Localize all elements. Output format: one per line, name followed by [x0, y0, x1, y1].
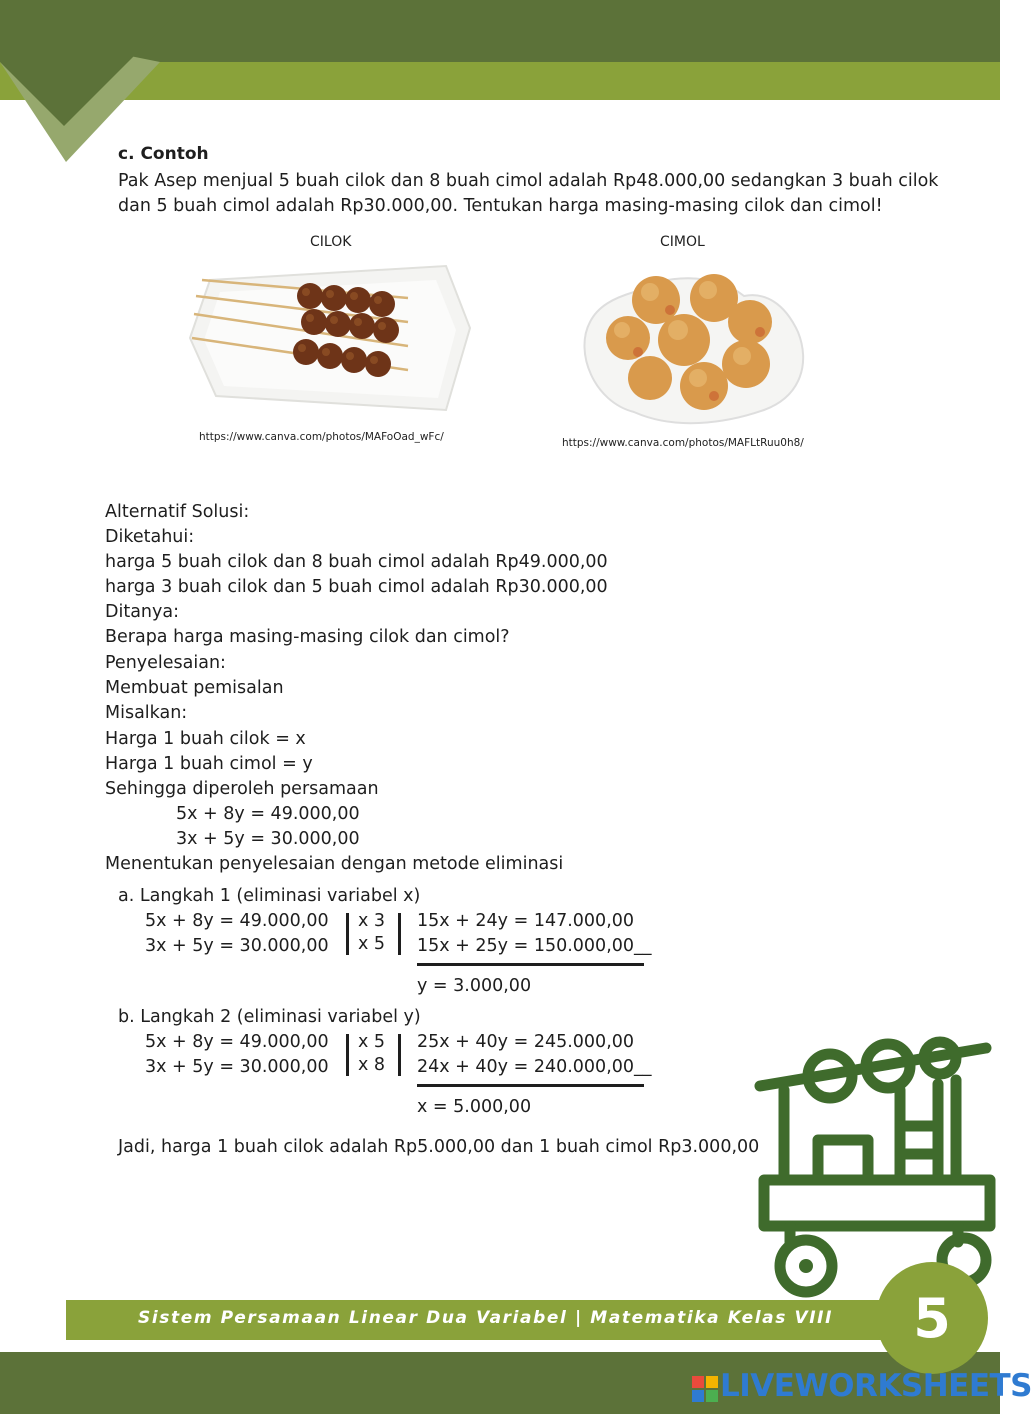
solve-label: Penyelesaian:: [105, 653, 226, 673]
cimol-source-url: https://www.canva.com/photos/MAFLtRuu0h8/: [562, 437, 804, 449]
step1-mult2: x 5: [358, 934, 386, 954]
liveworksheets-watermark: LIVEWORKSHEETS: [720, 1368, 1032, 1404]
step1-eq1: 5x + 8y = 49.000,00: [145, 911, 329, 931]
cilok-caption: CILOK: [310, 234, 352, 250]
step2-mult2: x 8: [358, 1055, 386, 1075]
asked-label: Ditanya:: [105, 602, 179, 622]
section-heading: c. Contoh: [118, 144, 209, 164]
step1-eq2: 3x + 5y = 30.000,00: [145, 936, 329, 956]
cilok-source-url: https://www.canva.com/photos/MAFoOad_wFc/: [199, 431, 444, 443]
step2-subtract-op: __: [634, 1057, 652, 1077]
asked-question: Berapa harga masing-masing cilok dan cimol?: [105, 627, 510, 647]
step2-res1: 25x + 40y = 245.000,00: [417, 1032, 635, 1052]
footer-title: Sistem Persamaan Linear Dua Variabel | Matematika Kelas VIII: [138, 1308, 834, 1328]
step1-res1: 15x + 24y = 147.000,00: [417, 911, 635, 931]
system-eq-2: 3x + 5y = 30.000,00: [176, 829, 360, 849]
step2-title: b. Langkah 2 (eliminasi variabel y): [118, 1007, 421, 1027]
step1-mult1: x 3: [358, 911, 386, 931]
let-y: Harga 1 buah cimol = y: [105, 754, 313, 774]
cimol-image: [574, 262, 809, 430]
conclusion: Jadi, harga 1 buah cilok adalah Rp5.000,00 dan 1 buah cimol Rp3.000,00: [118, 1137, 760, 1157]
food-cart-icon: [750, 1030, 998, 1310]
system-label: Sehingga diperoleh persamaan: [105, 779, 379, 799]
known-label: Diketahui:: [105, 527, 195, 547]
step2-result-rule: [417, 1084, 644, 1087]
step2-result: x = 5.000,00: [417, 1097, 532, 1117]
cimol-caption: CIMOL: [660, 234, 705, 250]
step1-res2: 15x + 25y = 150.000,00: [417, 936, 635, 956]
step1-result-rule: [417, 963, 644, 966]
step-variables: Membuat pemisalan: [105, 678, 284, 698]
solution-title: Alternatif Solusi:: [105, 502, 250, 522]
step2-mult1: x 5: [358, 1032, 386, 1052]
step1-title: a. Langkah 1 (eliminasi variabel x): [118, 886, 421, 906]
step2-eq2: 3x + 5y = 30.000,00: [145, 1057, 329, 1077]
step2-bar-right: [398, 1034, 401, 1076]
let-x: Harga 1 buah cilok = x: [105, 729, 306, 749]
step2-bar-left: [346, 1034, 349, 1076]
liveworksheets-logo-icon: [692, 1376, 718, 1402]
cilok-image: [188, 258, 473, 423]
step1-result: y = 3.000,00: [417, 976, 532, 996]
let-label: Misalkan:: [105, 703, 188, 723]
problem-statement: Pak Asep menjual 5 buah cilok dan 8 buah cimol adalah Rp48.000,00 sedangkan 3 buah cilok dan 5 buah cimol adalah Rp30.000,00. Tentukan harga masing-masing cilok dan cimol!: [118, 171, 939, 216]
system-eq-1: 5x + 8y = 49.000,00: [176, 804, 360, 824]
step1-bar-left: [346, 913, 349, 955]
method-label: Menentukan penyelesaian dengan metode eliminasi: [105, 854, 564, 874]
step2-eq1: 5x + 8y = 49.000,00: [145, 1032, 329, 1052]
known-2: harga 3 buah cilok dan 5 buah cimol adalah Rp30.000,00: [105, 577, 608, 597]
step1-subtract-op: __: [634, 936, 652, 956]
step2-res2: 24x + 40y = 240.000,00: [417, 1057, 635, 1077]
page-number: 5: [913, 1287, 951, 1350]
step1-bar-right: [398, 913, 401, 955]
known-1: harga 5 buah cilok dan 8 buah cimol adalah Rp49.000,00: [105, 552, 608, 572]
